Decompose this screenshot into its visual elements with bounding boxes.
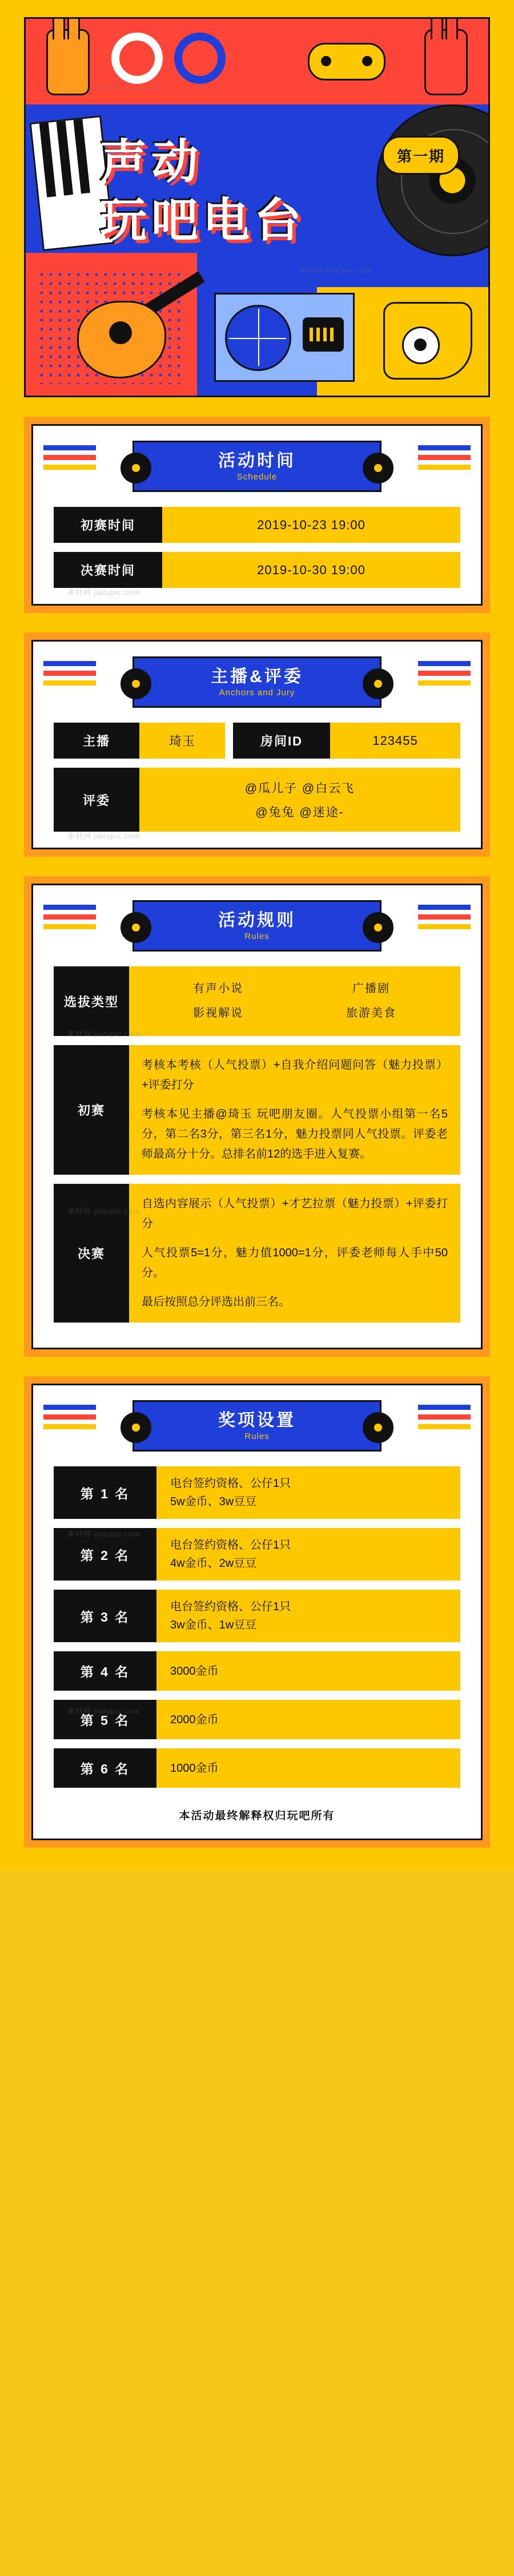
anchors-title-en: Anchors and Jury bbox=[219, 687, 295, 698]
deco-bars-right bbox=[418, 905, 471, 910]
schedule-banner bbox=[132, 441, 382, 492]
schedule-title-en: Schedule bbox=[236, 471, 278, 482]
schedule-card bbox=[24, 417, 490, 613]
table-row bbox=[54, 768, 460, 832]
prize-line: 电台签约资格、公仔1只 bbox=[170, 1539, 291, 1551]
row-label: 初赛时间 bbox=[54, 507, 162, 543]
table-row bbox=[54, 1466, 460, 1519]
prize-rows bbox=[54, 1466, 460, 1788]
anchors-banner bbox=[132, 656, 382, 708]
prize-desc bbox=[156, 1651, 460, 1691]
prizes-card bbox=[24, 1376, 490, 1848]
prize-rank: 第 5 名 bbox=[54, 1700, 156, 1739]
gamepad-icon bbox=[308, 43, 386, 80]
watermark: 素材网 jiatupic.com bbox=[300, 266, 373, 275]
type-item: 旅游美食 bbox=[346, 1007, 396, 1019]
watermark: 素材网 jiatupic.com bbox=[67, 1030, 140, 1038]
rule-paragraph: 自选内容展示（人气投票）+才艺拉票（魅力投票）+评委打分 bbox=[142, 1198, 448, 1230]
footer-note: 本活动最终解释权归玩吧所有 bbox=[179, 1810, 335, 1822]
hand-gesture-icon bbox=[46, 29, 90, 95]
row-label: 决赛时间 bbox=[54, 552, 162, 588]
headphone-icon bbox=[111, 33, 163, 84]
prize-line: 3000金币 bbox=[170, 1664, 219, 1678]
type-item: 有声小说 bbox=[193, 982, 243, 995]
watermark: 素材网 jiatupic.com bbox=[67, 1530, 140, 1538]
hero-title-line2: 玩吧电台 bbox=[100, 193, 306, 248]
deco-bars-right bbox=[418, 445, 471, 451]
prize-desc bbox=[156, 1590, 460, 1642]
mascot-icon bbox=[383, 302, 472, 380]
prize-line: 5w金币、3w豆豆 bbox=[170, 1495, 257, 1508]
deco-bars-left bbox=[43, 661, 96, 667]
anchors-title-cn: 主播&评委 bbox=[211, 667, 303, 686]
vinyl-icon bbox=[363, 668, 393, 699]
rule-paragraph: 考核本考核（人气投票）+自我介绍问题问答（魅力投票）+评委打分 bbox=[142, 1059, 448, 1091]
prize-rank: 第 2 名 bbox=[54, 1528, 156, 1581]
schedule-title-cn: 活动时间 bbox=[218, 451, 296, 470]
prize-desc bbox=[156, 1528, 460, 1581]
rules-type-row bbox=[54, 966, 460, 1036]
vinyl-icon bbox=[121, 1412, 151, 1443]
headphone-icon bbox=[174, 33, 226, 84]
anchor-label: 主播 bbox=[54, 723, 139, 759]
rules-banner bbox=[132, 900, 382, 952]
deco-bars-left bbox=[43, 1405, 96, 1410]
table-row bbox=[54, 1651, 460, 1691]
rock-hand-icon bbox=[424, 29, 468, 95]
watermark: 素材网 jiatupic.com bbox=[94, 83, 167, 92]
type-item: 广播剧 bbox=[352, 982, 390, 995]
rules-card bbox=[24, 876, 490, 1357]
watermark: 素材网 jiatupic.com bbox=[67, 588, 140, 596]
hero-title-group bbox=[100, 133, 420, 250]
prize-desc bbox=[156, 1700, 460, 1739]
prizes-banner bbox=[132, 1400, 382, 1452]
anchors-card bbox=[24, 632, 490, 857]
rules-prelim-row bbox=[54, 1045, 460, 1175]
watermark: 素材网 jiatupic.com bbox=[67, 832, 140, 840]
vinyl-icon bbox=[363, 912, 393, 943]
jury-label: 评委 bbox=[54, 768, 139, 832]
radio-icon bbox=[214, 293, 355, 382]
prizes-title-en: Rules bbox=[244, 1431, 270, 1441]
row-value: 2019-10-23 19:00 bbox=[162, 507, 460, 543]
deco-bars-right bbox=[418, 661, 471, 667]
deco-bars-left bbox=[43, 445, 96, 451]
jury-line: @兔兔 @迷途- bbox=[255, 806, 344, 819]
type-item: 影视解说 bbox=[193, 1007, 243, 1019]
vinyl-icon bbox=[121, 453, 151, 483]
anchors-rows bbox=[54, 723, 460, 832]
prize-desc bbox=[156, 1748, 460, 1788]
rules-prelim-label: 初赛 bbox=[54, 1045, 129, 1175]
row-value: 2019-10-30 19:00 bbox=[162, 552, 460, 588]
rule-paragraph: 最后按照总分评选出前三名。 bbox=[142, 1296, 290, 1308]
schedule-rows bbox=[54, 507, 460, 588]
vinyl-icon bbox=[121, 912, 151, 943]
prize-desc bbox=[156, 1466, 460, 1519]
deco-bars-right bbox=[418, 1405, 471, 1410]
prize-line: 4w金币、2w豆豆 bbox=[170, 1557, 257, 1570]
hero-title-line1: 声动 bbox=[100, 135, 203, 189]
prize-rank: 第 3 名 bbox=[54, 1590, 156, 1642]
prize-line: 3w金币、1w豆豆 bbox=[170, 1619, 257, 1631]
rules-title-en: Rules bbox=[244, 931, 270, 941]
room-id-value: 123455 bbox=[330, 723, 460, 759]
watermark: 素材网 jiatupic.com bbox=[67, 1207, 140, 1215]
room-id-label: 房间ID bbox=[233, 723, 330, 759]
prize-rank: 第 1 名 bbox=[54, 1466, 156, 1519]
prize-line: 1000金币 bbox=[170, 1761, 219, 1775]
watermark: 素材网 jiatupic.com bbox=[67, 1707, 140, 1715]
rules-prelim-body bbox=[129, 1045, 460, 1175]
table-row bbox=[54, 1748, 460, 1788]
rules-type-body bbox=[129, 966, 460, 1036]
table-row bbox=[54, 1528, 460, 1581]
rule-paragraph: 人气投票5=1分，魅力值1000=1分，评委老师每人手中50分。 bbox=[142, 1247, 448, 1279]
table-row bbox=[54, 507, 460, 543]
prize-line: 电台签约资格、公仔1只 bbox=[170, 1601, 291, 1613]
table-row bbox=[54, 1700, 460, 1739]
table-row bbox=[54, 552, 460, 588]
deco-bars-left bbox=[43, 905, 96, 910]
prize-line: 电台签约资格、公仔1只 bbox=[170, 1477, 291, 1490]
prize-rank: 第 6 名 bbox=[54, 1748, 156, 1788]
hero-banner bbox=[24, 17, 490, 397]
guitar-icon bbox=[77, 293, 191, 378]
rules-type-label: 选拔类型 bbox=[54, 966, 129, 1036]
jury-list bbox=[139, 768, 460, 832]
rules-final-body bbox=[129, 1184, 460, 1323]
hero-episode-badge: 第一期 bbox=[382, 136, 460, 175]
prize-rank: 第 4 名 bbox=[54, 1651, 156, 1691]
hero-top-band bbox=[26, 19, 488, 104]
rules-title-cn: 活动规则 bbox=[218, 910, 296, 930]
table-row bbox=[54, 1590, 460, 1642]
prizes-title-cn: 奖项设置 bbox=[218, 1410, 296, 1430]
table-row bbox=[54, 723, 460, 759]
rules-rows bbox=[54, 966, 460, 1323]
rules-final-row bbox=[54, 1184, 460, 1323]
vinyl-icon bbox=[363, 453, 393, 483]
anchor-name: 琦玉 bbox=[139, 723, 225, 759]
prize-line: 2000金币 bbox=[170, 1713, 219, 1726]
vinyl-icon bbox=[121, 668, 151, 699]
rules-final-label: 决赛 bbox=[54, 1184, 129, 1323]
jury-line: @瓜儿子 @白云飞 bbox=[244, 782, 355, 795]
vinyl-icon bbox=[363, 1412, 393, 1443]
rule-paragraph: 考核本见主播@琦玉 玩吧朋友圈。人气投票小组第一名5分，第二名3分，第三名1分，魅力投票同人气投票。评委老师最高分十分。总排名前12的选手进入复赛。 bbox=[142, 1108, 448, 1160]
